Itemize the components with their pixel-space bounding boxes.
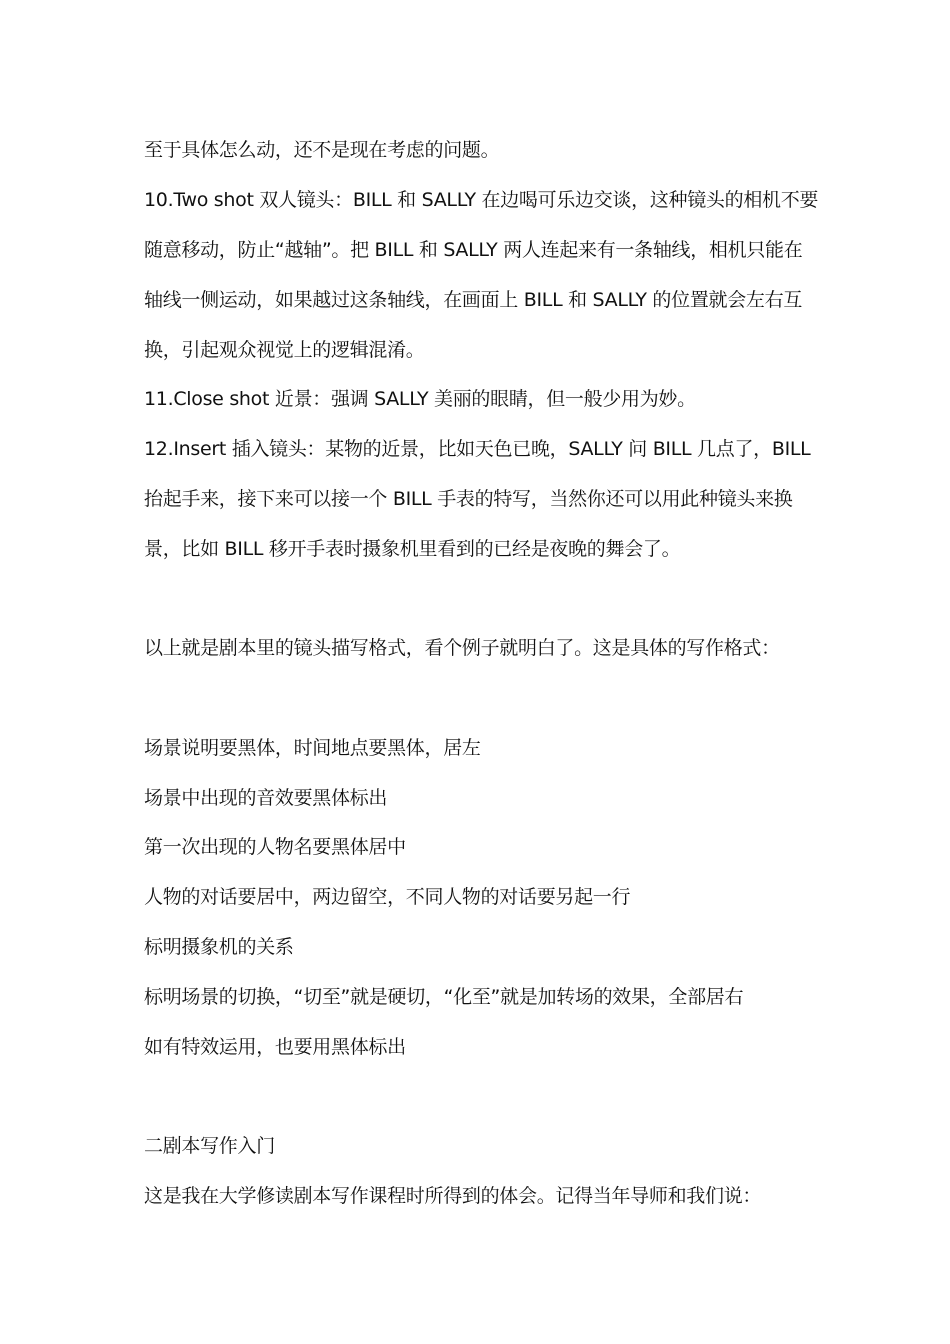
list-item: 标明场景的切换，“切至”就是硬切，“化至”就是加转场的效果，全部居右 — [144, 986, 744, 1008]
list-item: 场景说明要黑体，时间地点要黑体，居左 — [144, 737, 481, 759]
paragraph-line: 抬起手来，接下来可以接一个 BILL 手表的特写，当然你还可以用此种镜头来换 — [144, 488, 793, 510]
paragraph-line: 轴线一侧运动，如果越过这条轴线，在画面上 BILL 和 SALLY 的位置就会左右互 — [144, 289, 803, 311]
paragraph-line: 12.Insert 插入镜头：某物的近景，比如天色已晚，SALLY 问 BILL 几点了，BILL — [144, 438, 811, 460]
paragraph-line: 10.Two shot 双人镜头：BILL 和 SALLY 在边喝可乐边交谈，这种镜头的相机不要 — [144, 189, 819, 211]
paragraph-line: 随意移动，防止“越轴”。把 BILL 和 SALLY 两人连起来有一条轴线，相机只能在 — [144, 239, 803, 261]
list-item: 标明摄象机的关系 — [144, 936, 294, 958]
paragraph-line: 以上就是剧本里的镜头描写格式，看个例子就明白了。这是具体的写作格式： — [144, 637, 780, 659]
paragraph-line: 至于具体怎么动，还不是现在考虑的问题。 — [144, 139, 500, 161]
paragraph-line: 换，引起观众视觉上的逻辑混淆。 — [144, 339, 425, 361]
paragraph-line: 景，比如 BILL 移开手表时摄象机里看到的已经是夜晚的舞会了。 — [144, 538, 681, 560]
section-heading: 二剧本写作入门 — [144, 1135, 275, 1157]
list-item: 人物的对话要居中，两边留空，不同人物的对话要另起一行 — [144, 886, 631, 908]
list-item: 场景中出现的音效要黑体标出 — [144, 787, 388, 809]
paragraph-line: 11.Close shot 近景：强调 SALLY 美丽的眼睛，但一般少用为妙。 — [144, 388, 696, 410]
list-item: 如有特效运用，也要用黑体标出 — [144, 1036, 406, 1058]
list-item: 第一次出现的人物名要黑体居中 — [144, 836, 406, 858]
paragraph-line: 这是我在大学修读剧本写作课程时所得到的体会。记得当年导师和我们说： — [144, 1185, 762, 1207]
